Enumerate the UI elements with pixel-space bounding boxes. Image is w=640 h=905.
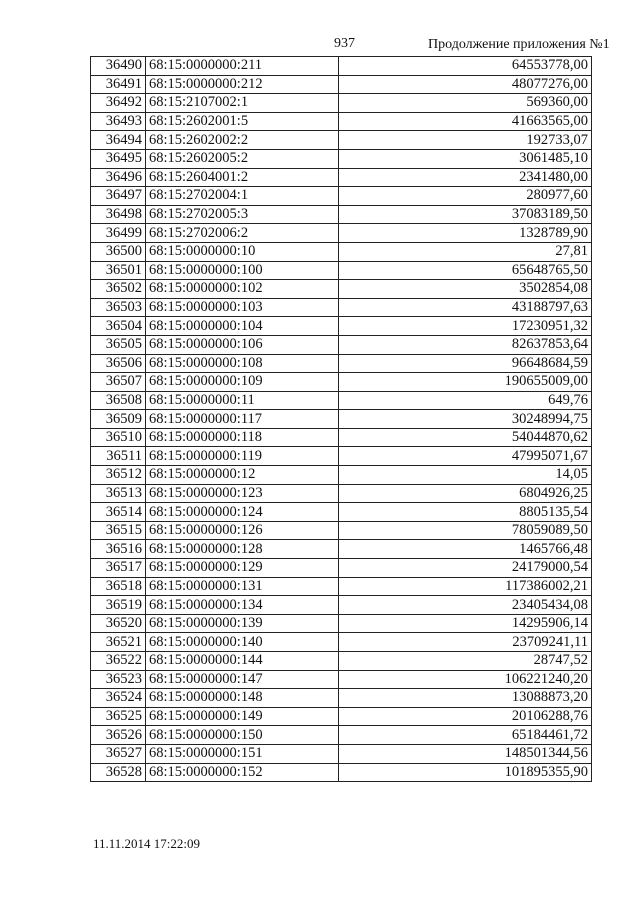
row-number-cell: 36507 <box>91 373 146 392</box>
table-row <box>91 447 592 466</box>
row-number-cell: 36512 <box>91 466 146 485</box>
cadastral-number-cell: 68:15:0000000:108 <box>146 354 339 373</box>
table-row <box>91 689 592 708</box>
table-row <box>91 744 592 763</box>
cadastral-number-cell: 68:15:2702006:2 <box>146 224 339 243</box>
table-row <box>91 242 592 261</box>
value-cell: 3502854,08 <box>339 280 592 299</box>
table-row <box>91 354 592 373</box>
value-cell: 8805135,54 <box>339 503 592 522</box>
table-row <box>91 149 592 168</box>
row-number-cell: 36509 <box>91 410 146 429</box>
table-row <box>91 763 592 782</box>
cadastral-number-cell: 68:15:0000000:124 <box>146 503 339 522</box>
page-header-title: Продолжение приложения №1 <box>428 37 610 52</box>
cadastral-number-cell: 68:15:0000000:10 <box>146 242 339 261</box>
cadastral-number-cell: 68:15:2602001:5 <box>146 112 339 131</box>
row-number-cell: 36521 <box>91 633 146 652</box>
row-number-cell: 36504 <box>91 317 146 336</box>
cadastral-number-cell: 68:15:0000000:139 <box>146 614 339 633</box>
cadastral-number-cell: 68:15:0000000:134 <box>146 596 339 615</box>
value-cell: 23405434,08 <box>339 596 592 615</box>
value-cell: 41663565,00 <box>339 112 592 131</box>
page-number: 937 <box>334 36 355 51</box>
registry-table <box>90 56 592 782</box>
row-number-cell: 36515 <box>91 521 146 540</box>
cadastral-number-cell: 68:15:0000000:128 <box>146 540 339 559</box>
cadastral-number-cell: 68:15:0000000:106 <box>146 335 339 354</box>
table-row <box>91 410 592 429</box>
value-cell: 17230951,32 <box>339 317 592 336</box>
cadastral-number-cell: 68:15:0000000:119 <box>146 447 339 466</box>
table-row <box>91 707 592 726</box>
value-cell: 27,81 <box>339 242 592 261</box>
value-cell: 569360,00 <box>339 94 592 113</box>
cadastral-number-cell: 68:15:0000000:151 <box>146 744 339 763</box>
value-cell: 43188797,63 <box>339 298 592 317</box>
table-row <box>91 652 592 671</box>
row-number-cell: 36519 <box>91 596 146 615</box>
table-row <box>91 317 592 336</box>
table-row <box>91 559 592 578</box>
table-row <box>91 205 592 224</box>
row-number-cell: 36523 <box>91 670 146 689</box>
table-row <box>91 726 592 745</box>
table-row <box>91 94 592 113</box>
cadastral-number-cell: 68:15:0000000:152 <box>146 763 339 782</box>
value-cell: 14295906,14 <box>339 614 592 633</box>
table-row <box>91 466 592 485</box>
value-cell: 13088873,20 <box>339 689 592 708</box>
table-row <box>91 633 592 652</box>
row-number-cell: 36508 <box>91 391 146 410</box>
row-number-cell: 36518 <box>91 577 146 596</box>
table-row <box>91 540 592 559</box>
row-number-cell: 36490 <box>91 57 146 76</box>
table-row <box>91 484 592 503</box>
row-number-cell: 36528 <box>91 763 146 782</box>
cadastral-number-cell: 68:15:2107002:1 <box>146 94 339 113</box>
row-number-cell: 36516 <box>91 540 146 559</box>
cadastral-number-cell: 68:15:2602002:2 <box>146 131 339 150</box>
row-number-cell: 36514 <box>91 503 146 522</box>
value-cell: 649,76 <box>339 391 592 410</box>
cadastral-number-cell: 68:15:0000000:118 <box>146 428 339 447</box>
table-row <box>91 428 592 447</box>
value-cell: 190655009,00 <box>339 373 592 392</box>
cadastral-number-cell: 68:15:0000000:140 <box>146 633 339 652</box>
row-number-cell: 36524 <box>91 689 146 708</box>
row-number-cell: 36494 <box>91 131 146 150</box>
value-cell: 54044870,62 <box>339 428 592 447</box>
table-row <box>91 261 592 280</box>
cadastral-number-cell: 68:15:0000000:149 <box>146 707 339 726</box>
value-cell: 82637853,64 <box>339 335 592 354</box>
table-row <box>91 280 592 299</box>
value-cell: 48077276,00 <box>339 75 592 94</box>
cadastral-number-cell: 68:15:0000000:103 <box>146 298 339 317</box>
value-cell: 64553778,00 <box>339 57 592 76</box>
value-cell: 78059089,50 <box>339 521 592 540</box>
cadastral-number-cell: 68:15:0000000:131 <box>146 577 339 596</box>
row-number-cell: 36500 <box>91 242 146 261</box>
cadastral-number-cell: 68:15:0000000:211 <box>146 57 339 76</box>
row-number-cell: 36527 <box>91 744 146 763</box>
row-number-cell: 36517 <box>91 559 146 578</box>
row-number-cell: 36493 <box>91 112 146 131</box>
row-number-cell: 36522 <box>91 652 146 671</box>
value-cell: 96648684,59 <box>339 354 592 373</box>
table-row <box>91 75 592 94</box>
table-row <box>91 503 592 522</box>
cadastral-number-cell: 68:15:0000000:117 <box>146 410 339 429</box>
row-number-cell: 36506 <box>91 354 146 373</box>
row-number-cell: 36497 <box>91 187 146 206</box>
value-cell: 1328789,90 <box>339 224 592 243</box>
row-number-cell: 36498 <box>91 205 146 224</box>
table-row <box>91 187 592 206</box>
table-row <box>91 57 592 76</box>
cadastral-number-cell: 68:15:2604001:2 <box>146 168 339 187</box>
value-cell: 47995071,67 <box>339 447 592 466</box>
table-row <box>91 614 592 633</box>
cadastral-number-cell: 68:15:0000000:147 <box>146 670 339 689</box>
cadastral-number-cell: 68:15:0000000:144 <box>146 652 339 671</box>
cadastral-number-cell: 68:15:0000000:12 <box>146 466 339 485</box>
value-cell: 106221240,20 <box>339 670 592 689</box>
row-number-cell: 36496 <box>91 168 146 187</box>
row-number-cell: 36495 <box>91 149 146 168</box>
value-cell: 2341480,00 <box>339 168 592 187</box>
row-number-cell: 36499 <box>91 224 146 243</box>
cadastral-number-cell: 68:15:0000000:109 <box>146 373 339 392</box>
row-number-cell: 36511 <box>91 447 146 466</box>
value-cell: 1465766,48 <box>339 540 592 559</box>
cadastral-number-cell: 68:15:0000000:123 <box>146 484 339 503</box>
value-cell: 23709241,11 <box>339 633 592 652</box>
table-row <box>91 391 592 410</box>
row-number-cell: 36503 <box>91 298 146 317</box>
table-row <box>91 298 592 317</box>
row-number-cell: 36491 <box>91 75 146 94</box>
value-cell: 148501344,56 <box>339 744 592 763</box>
registry-table-body <box>91 57 592 782</box>
value-cell: 65184461,72 <box>339 726 592 745</box>
value-cell: 20106288,76 <box>339 707 592 726</box>
cadastral-number-cell: 68:15:0000000:11 <box>146 391 339 410</box>
cadastral-number-cell: 68:15:0000000:126 <box>146 521 339 540</box>
table-row <box>91 112 592 131</box>
row-number-cell: 36501 <box>91 261 146 280</box>
table-row <box>91 521 592 540</box>
value-cell: 3061485,10 <box>339 149 592 168</box>
cadastral-number-cell: 68:15:0000000:129 <box>146 559 339 578</box>
row-number-cell: 36513 <box>91 484 146 503</box>
cadastral-number-cell: 68:15:0000000:100 <box>146 261 339 280</box>
row-number-cell: 36526 <box>91 726 146 745</box>
value-cell: 280977,60 <box>339 187 592 206</box>
table-row <box>91 224 592 243</box>
table-row <box>91 131 592 150</box>
row-number-cell: 36505 <box>91 335 146 354</box>
value-cell: 192733,07 <box>339 131 592 150</box>
value-cell: 24179000,54 <box>339 559 592 578</box>
table-row <box>91 335 592 354</box>
row-number-cell: 36492 <box>91 94 146 113</box>
value-cell: 65648765,50 <box>339 261 592 280</box>
value-cell: 101895355,90 <box>339 763 592 782</box>
cadastral-number-cell: 68:15:0000000:148 <box>146 689 339 708</box>
row-number-cell: 36510 <box>91 428 146 447</box>
row-number-cell: 36525 <box>91 707 146 726</box>
table-row <box>91 373 592 392</box>
table-row <box>91 168 592 187</box>
cadastral-number-cell: 68:15:2702004:1 <box>146 187 339 206</box>
value-cell: 14,05 <box>339 466 592 485</box>
value-cell: 37083189,50 <box>339 205 592 224</box>
footer-timestamp: 11.11.2014 17:22:09 <box>93 836 201 851</box>
cadastral-number-cell: 68:15:0000000:212 <box>146 75 339 94</box>
cadastral-number-cell: 68:15:0000000:104 <box>146 317 339 336</box>
value-cell: 6804926,25 <box>339 484 592 503</box>
table-row <box>91 577 592 596</box>
value-cell: 28747,52 <box>339 652 592 671</box>
value-cell: 117386002,21 <box>339 577 592 596</box>
cadastral-number-cell: 68:15:2602005:2 <box>146 149 339 168</box>
table-row <box>91 670 592 689</box>
table-row <box>91 596 592 615</box>
cadastral-number-cell: 68:15:0000000:102 <box>146 280 339 299</box>
value-cell: 30248994,75 <box>339 410 592 429</box>
cadastral-number-cell: 68:15:0000000:150 <box>146 726 339 745</box>
row-number-cell: 36502 <box>91 280 146 299</box>
row-number-cell: 36520 <box>91 614 146 633</box>
cadastral-number-cell: 68:15:2702005:3 <box>146 205 339 224</box>
